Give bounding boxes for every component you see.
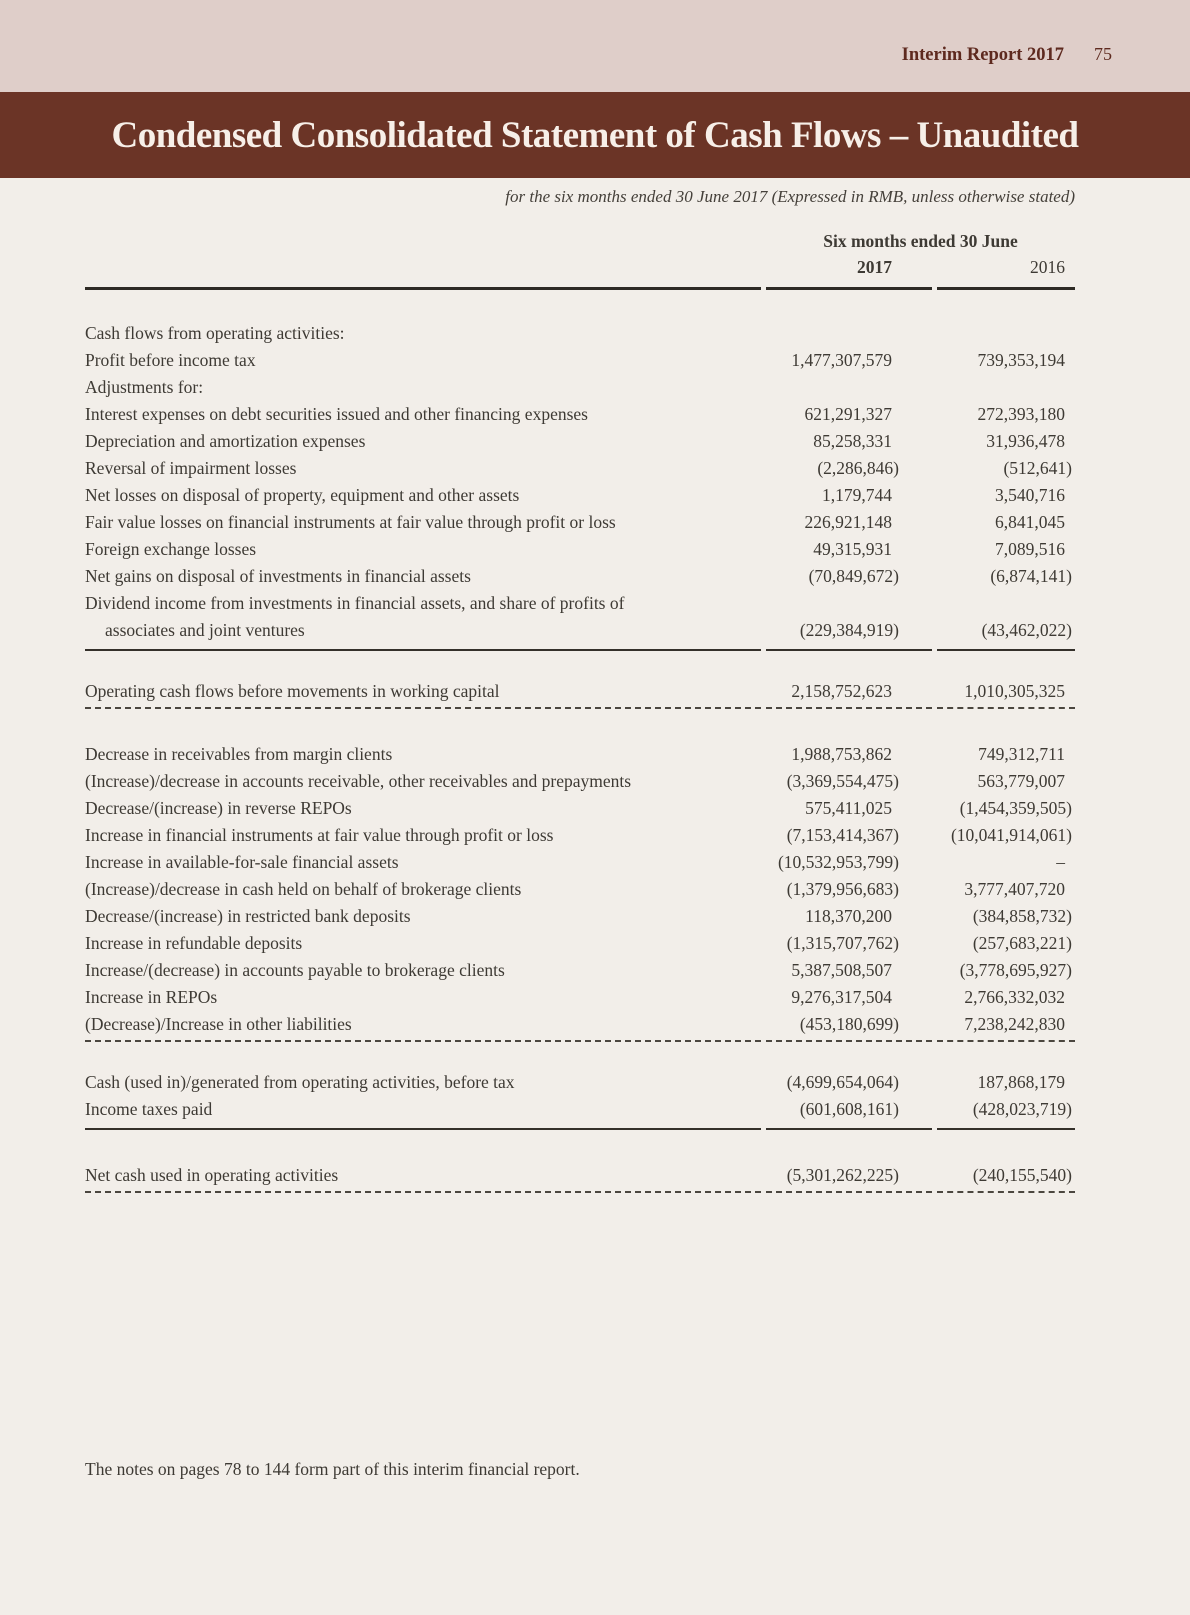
page-number: 75 [1094, 44, 1112, 64]
value-2017: 1,477,307,579 [791, 350, 892, 370]
value-2016: (384,858,732) [972, 906, 1072, 926]
cash-flow-table [85, 228, 1075, 1193]
row-label: Decrease in receivables from margin clients [85, 744, 393, 764]
value-2016: 6,841,045 [995, 512, 1065, 532]
row-label: (Decrease)/Increase in other liabilities [85, 1011, 761, 1042]
value-2017: (7,153,414,367) [786, 825, 899, 845]
table-header-period-row [85, 228, 1075, 254]
value-2017: 621,291,327 [804, 404, 892, 424]
row-label: Increase/(decrease) in accounts payable to brokerage clients [85, 960, 505, 980]
value-2017: (229,384,919) [766, 617, 932, 651]
table-row [85, 563, 1075, 590]
header-spacer [85, 254, 761, 290]
row-label: Depreciation and amortization expenses [85, 431, 366, 451]
table-row [85, 455, 1075, 482]
row-label: Decrease/(increase) in reverse REPOs [85, 798, 352, 818]
notes-reference: The notes on pages 78 to 144 form part of this interim financial report. [85, 1459, 580, 1479]
row-label: Fair value losses on financial instruments at fair value through profit or loss [85, 512, 616, 532]
row-label: Adjustments for: [85, 377, 204, 397]
value-2016: – [1056, 852, 1065, 872]
value-2016: (257,683,221) [972, 933, 1072, 953]
table-row [85, 822, 1075, 849]
row-label: associates and joint ventures [85, 617, 761, 651]
table-row [85, 482, 1075, 509]
value-2017: (4,699,654,064) [786, 1072, 899, 1092]
row-label: (Increase)/decrease in cash held on behalf of brokerage clients [85, 879, 522, 899]
value-2016: (6,874,141) [990, 566, 1072, 586]
table-row [85, 509, 1075, 536]
running-header [902, 44, 1112, 66]
table-row [85, 741, 1075, 768]
table-row [85, 903, 1075, 930]
period-header: Six months ended 30 June [823, 231, 1018, 251]
row-label: Foreign exchange losses [85, 539, 257, 559]
table-row [85, 1096, 1075, 1130]
value-2016: (1,454,359,505) [959, 798, 1072, 818]
value-2017: (2,286,846) [817, 458, 899, 478]
row-label: Operating cash flows before movements in working capital [85, 678, 761, 709]
value-2017: (1,315,707,762) [786, 933, 899, 953]
value-2017: 49,315,931 [813, 539, 892, 559]
table-row [85, 590, 1075, 617]
value-2017: 9,276,317,504 [791, 987, 892, 1007]
row-label: Increase in refundable deposits [85, 933, 303, 953]
column-header-2016: 2016 [937, 254, 1075, 290]
value-2016: (43,462,022) [937, 617, 1075, 651]
value-2017: (453,180,699) [766, 1011, 932, 1042]
value-2016: 7,089,516 [995, 539, 1065, 559]
table-row [85, 617, 1075, 651]
statement-subtitle: for the six months ended 30 June 2017 (Expressed in RMB, unless otherwise stated) [505, 187, 1075, 206]
table-row [85, 347, 1075, 374]
value-2016: (428,023,719) [937, 1096, 1075, 1130]
value-2016: (240,155,540) [937, 1162, 1075, 1193]
row-label: Dividend income from investments in financial assets, and share of profits of [85, 593, 625, 613]
value-2017: 1,988,753,862 [791, 744, 892, 764]
row-label: Net cash used in operating activities [85, 1162, 761, 1193]
value-2017: 226,921,148 [804, 512, 892, 532]
table-row [85, 957, 1075, 984]
value-2017: (10,532,953,799) [777, 852, 899, 872]
table-row [85, 1011, 1075, 1042]
value-2016: 739,353,194 [977, 350, 1065, 370]
value-2016: 3,540,716 [995, 485, 1065, 505]
value-2016: (3,778,695,927) [959, 960, 1072, 980]
value-2016: 749,312,711 [978, 744, 1065, 764]
value-2017: (70,849,672) [808, 566, 899, 586]
row-label: Cash (used in)/generated from operating activities, before tax [85, 1072, 515, 1092]
table-row [85, 374, 1075, 401]
table-row [85, 536, 1075, 563]
value-2016: 31,936,478 [986, 431, 1065, 451]
value-2016: 272,393,180 [977, 404, 1065, 424]
report-title: Interim Report 2017 [901, 45, 1064, 65]
row-label: Cash flows from operating activities: [85, 323, 345, 343]
value-2017: 85,258,331 [813, 431, 892, 451]
value-2016: 187,868,179 [977, 1072, 1065, 1092]
row-label: Profit before income tax [85, 350, 256, 370]
row-label: Net gains on disposal of investments in financial assets [85, 566, 471, 586]
table-header-years-row [85, 254, 1075, 290]
value-2016: 2,766,332,032 [964, 987, 1065, 1007]
value-2016 [937, 590, 1075, 617]
value-2017 [766, 320, 932, 347]
value-2017: (3,369,554,475) [786, 771, 899, 791]
table-row [85, 849, 1075, 876]
row-label: Interest expenses on debt securities issued and other financing expenses [85, 404, 588, 424]
row-label: Reversal of impairment losses [85, 458, 297, 478]
value-2017: 118,370,200 [805, 906, 892, 926]
table-row [85, 795, 1075, 822]
value-2016 [937, 374, 1075, 401]
value-2017: (5,301,262,225) [766, 1162, 932, 1193]
top-band [0, 0, 1190, 92]
table-row [85, 401, 1075, 428]
table-row-total [85, 1162, 1075, 1193]
value-2016: 7,238,242,830 [937, 1011, 1075, 1042]
row-label: Income taxes paid [85, 1096, 761, 1130]
value-2016: (10,041,914,061) [950, 825, 1072, 845]
value-2016: (512,641) [1003, 458, 1072, 478]
statement-title: Condensed Consolidated Statement of Cash Flows – Unaudited [111, 114, 1079, 156]
table-row [85, 1069, 1075, 1096]
value-2017 [766, 374, 932, 401]
row-label: Increase in financial instruments at fair value through profit or loss [85, 825, 554, 845]
row-label: Increase in REPOs [85, 987, 218, 1007]
value-2016: 3,777,407,720 [964, 879, 1065, 899]
title-banner [0, 92, 1190, 178]
value-2017: 575,411,025 [805, 798, 892, 818]
header-spacer [85, 228, 761, 254]
table-row-subtotal [85, 678, 1075, 709]
table-row [85, 428, 1075, 455]
value-2016: 563,779,007 [977, 771, 1065, 791]
value-2017: (1,379,956,683) [786, 879, 899, 899]
table-row [85, 930, 1075, 957]
value-2017: 2,158,752,623 [766, 678, 932, 709]
row-label: Net losses on disposal of property, equipment and other assets [85, 485, 520, 505]
row-label: Increase in available-for-sale financial assets [85, 852, 399, 872]
table-row [85, 320, 1075, 347]
value-2017: 1,179,744 [822, 485, 892, 505]
value-2017: 5,387,508,507 [791, 960, 892, 980]
row-label: (Increase)/decrease in accounts receivable, other receivables and prepayments [85, 771, 632, 791]
table-row [85, 768, 1075, 795]
value-2016 [937, 320, 1075, 347]
value-2017: (601,608,161) [766, 1096, 932, 1130]
value-2017 [766, 590, 932, 617]
row-label: Decrease/(increase) in restricted bank deposits [85, 906, 411, 926]
table-row [85, 876, 1075, 903]
table-row [85, 984, 1075, 1011]
column-header-2017: 2017 [766, 254, 932, 290]
value-2016: 1,010,305,325 [937, 678, 1075, 709]
